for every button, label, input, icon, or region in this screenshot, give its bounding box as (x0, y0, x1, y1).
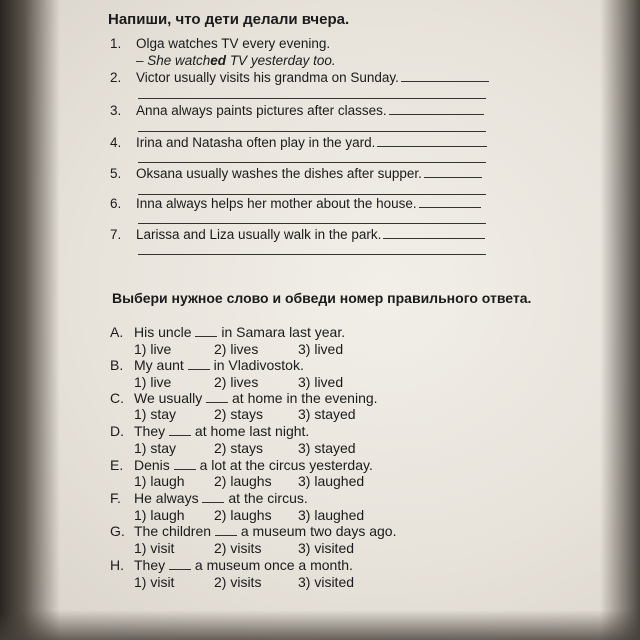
question-text-start: He always (134, 490, 199, 506)
options-g (134, 540, 354, 556)
question-text-start: Denis (134, 457, 170, 473)
answer-blank (188, 359, 210, 370)
option-2[interactable]: 2) stays (214, 440, 264, 456)
option-3[interactable]: 3) stayed (298, 440, 356, 456)
question-h (110, 557, 353, 573)
item-text: Victor usually visits his grandma on Sunday. (136, 70, 399, 85)
question-letter: A. (110, 324, 124, 340)
option-3[interactable]: 3) lived (298, 374, 344, 390)
answer-line[interactable] (138, 223, 486, 224)
question-text-start: My aunt (134, 357, 184, 373)
model-post: TV yesterday too. (226, 53, 336, 68)
table-shadow-left (0, 0, 60, 640)
options-b (134, 374, 343, 390)
answer-line[interactable] (383, 238, 485, 239)
options-c (134, 406, 356, 422)
item-number: 6. (110, 196, 122, 211)
answer-line[interactable] (138, 194, 486, 195)
options-a (134, 341, 343, 357)
option-2[interactable]: 2) visits (214, 540, 262, 556)
answer-line[interactable] (424, 177, 482, 178)
question-text-end: a lot at the circus yesterday. (199, 457, 373, 473)
question-c (110, 390, 378, 406)
question-text-end: at the circus. (228, 490, 308, 506)
question-text-end: in Samara last year. (221, 324, 346, 340)
answer-blank (195, 326, 217, 337)
answer-line[interactable] (138, 254, 486, 255)
options-e (134, 473, 364, 489)
question-letter: C. (110, 390, 124, 406)
option-2[interactable]: 2) lives (214, 374, 259, 390)
question-letter: F. (110, 490, 121, 506)
option-2[interactable]: 2) stays (214, 406, 264, 422)
question-text-end: a museum two days ago. (240, 523, 397, 539)
exercise-item-4 (110, 135, 487, 150)
question-b (110, 357, 304, 373)
question-e (110, 457, 373, 473)
answer-blank (169, 425, 191, 436)
option-2[interactable]: 2) laughs (214, 473, 272, 489)
exercise-item-7 (110, 227, 485, 242)
question-letter: E. (110, 457, 124, 473)
option-1[interactable]: 1) live (134, 374, 172, 390)
options-h (134, 574, 354, 590)
exercise-item-3 (110, 103, 484, 118)
answer-line[interactable] (419, 207, 481, 208)
item-number: 1. (110, 36, 122, 51)
option-2[interactable]: 2) laughs (214, 507, 272, 523)
model-answer (136, 53, 336, 68)
section2-title: Выбери нужное слово и обведи номер правильного ответа. (112, 290, 532, 306)
item-number: 2. (110, 70, 122, 85)
question-text-start: They (134, 423, 166, 439)
exercise-item-5 (110, 166, 482, 181)
option-1[interactable]: 1) laugh (134, 473, 185, 489)
exercise-item-1 (110, 36, 330, 51)
answer-line[interactable] (377, 146, 487, 147)
option-1[interactable]: 1) live (134, 341, 172, 357)
table-shadow-right (600, 0, 640, 640)
answer-line[interactable] (389, 114, 484, 115)
answer-line[interactable] (138, 98, 486, 99)
question-text-end: at home last night. (194, 423, 310, 439)
answer-blank (169, 559, 191, 570)
section1-title: Напиши, что дети делали вчера. (108, 11, 350, 28)
model-ending: ed (210, 53, 227, 68)
option-1[interactable]: 1) stay (134, 440, 177, 456)
exercise-item-6 (110, 196, 481, 211)
item-number: 5. (110, 166, 122, 181)
model-pre: – She watch (136, 53, 211, 68)
option-3[interactable]: 3) visited (298, 574, 355, 590)
question-text-start: We usually (134, 390, 203, 406)
option-3[interactable]: 3) laughed (298, 473, 365, 489)
item-text: Anna always paints pictures after classes. (136, 103, 387, 118)
option-3[interactable]: 3) laughed (298, 507, 365, 523)
option-1[interactable]: 1) stay (134, 406, 177, 422)
option-1[interactable]: 1) visit (134, 574, 175, 590)
item-text: Inna always helps her mother about the house. (136, 196, 417, 211)
item-text: Irina and Natasha often play in the yard. (136, 135, 376, 150)
item-number: 3. (110, 103, 122, 118)
question-a (110, 324, 345, 340)
question-letter: H. (110, 557, 124, 573)
answer-blank (174, 459, 196, 470)
worksheet-page (60, 0, 605, 640)
option-3[interactable]: 3) stayed (298, 406, 356, 422)
option-2[interactable]: 2) lives (214, 341, 259, 357)
question-g (110, 523, 396, 539)
question-text-start: His uncle (134, 324, 192, 340)
option-3[interactable]: 3) visited (298, 540, 355, 556)
question-text-end: a museum once a month. (194, 557, 353, 573)
item-text: Larissa and Liza usually walk in the park. (136, 227, 382, 242)
question-letter: G. (110, 523, 125, 539)
option-1[interactable]: 1) visit (134, 540, 175, 556)
answer-line[interactable] (401, 81, 489, 82)
question-letter: B. (110, 357, 124, 373)
exercise-item-2 (110, 70, 489, 85)
option-2[interactable]: 2) visits (214, 574, 262, 590)
option-3[interactable]: 3) lived (298, 341, 344, 357)
question-letter: D. (110, 423, 124, 439)
answer-line[interactable] (138, 162, 486, 163)
item-number: 4. (110, 135, 122, 150)
item-number: 7. (110, 227, 122, 242)
question-text-end: in Vladivostok. (213, 357, 304, 373)
options-f (134, 507, 364, 523)
question-text-start: They (134, 557, 166, 573)
answer-blank (202, 492, 224, 503)
question-d (110, 423, 309, 439)
options-d (134, 440, 356, 456)
question-f (110, 490, 308, 506)
answer-blank (206, 392, 228, 403)
item-text: Olga watches TV every evening. (136, 36, 331, 51)
option-1[interactable]: 1) laugh (134, 507, 185, 523)
answer-blank (215, 525, 237, 536)
item-text: Oksana usually washes the dishes after supper. (136, 166, 422, 181)
question-text-start: The children (134, 523, 212, 539)
question-text-end: at home in the evening. (232, 390, 378, 406)
answer-line[interactable] (138, 131, 486, 132)
